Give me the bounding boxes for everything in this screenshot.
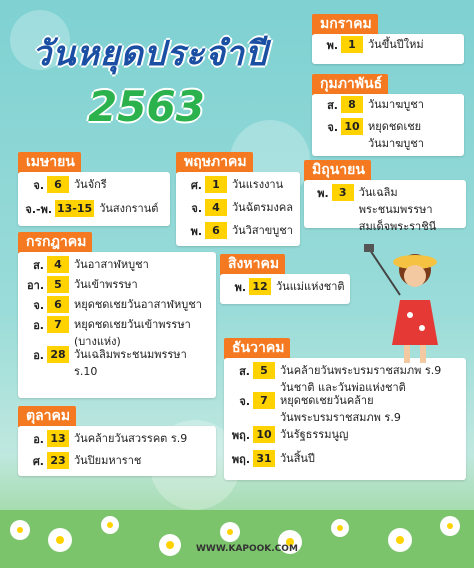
holiday-row: [224, 450, 466, 468]
weekday-label: จ.: [33, 179, 44, 192]
month-tab-apr: เมษายน: [18, 152, 81, 173]
day-number: 1: [205, 176, 227, 193]
weekday-label: พ.: [326, 39, 338, 52]
weekday-label: ศ.: [32, 455, 44, 468]
month-tab-may: พฤษภาคม: [176, 152, 253, 173]
weekday-label: พ.: [234, 281, 246, 294]
month-tab-oct: ตุลาคม: [18, 406, 76, 427]
day-number: 6: [47, 296, 69, 313]
day-number: 12: [249, 278, 271, 295]
holiday-name: หยุดชดเชยวันคล้าย วันพระบรมราชสมภพ ร.9: [280, 394, 401, 424]
weekday-label: พฤ.: [231, 429, 250, 442]
day-number: 10: [341, 118, 363, 135]
holiday-row: [18, 256, 216, 274]
month-tab-feb: กุมภาพันธ์: [312, 74, 388, 95]
weekday-label: พ.: [317, 187, 329, 200]
weekday-label: ส.: [239, 365, 250, 378]
day-number: 6: [205, 222, 227, 239]
holiday-name: วันปิยมหาราช: [74, 454, 142, 467]
weekday-label: พฤ.: [231, 453, 250, 466]
day-number: 10: [253, 426, 275, 443]
holiday-row: [224, 392, 466, 426]
holiday-row: [18, 430, 216, 448]
day-number: 23: [47, 452, 69, 469]
holiday-name: หยุดชดเชยวันอาสาฬหบูชา: [74, 298, 202, 311]
day-number: 3: [332, 184, 354, 201]
weekday-label: อา.: [27, 279, 44, 292]
day-number: 28: [47, 346, 69, 363]
day-number: 7: [253, 392, 275, 409]
day-number: 31: [253, 450, 275, 467]
day-number: 5: [253, 362, 275, 379]
holiday-name: วันจักรี: [74, 178, 107, 191]
weekday-label: จ.: [239, 395, 250, 408]
holiday-row: [18, 200, 170, 218]
girl-selfie-illustration: [360, 240, 450, 370]
holiday-name: วันวิสาขบูชา: [232, 224, 293, 237]
weekday-label: จ.-พ.: [25, 203, 52, 216]
holiday-name: วันขึ้นปีใหม่: [368, 38, 424, 51]
holiday-name: วันฉัตรมงคล: [232, 201, 293, 214]
holiday-name: วันเฉลิมพระชนมพรรษา สมเด็จพระราชินี: [358, 186, 437, 233]
holiday-row: [18, 176, 170, 194]
day-number: 4: [205, 199, 227, 216]
day-number: 4: [47, 256, 69, 273]
day-number: 13-15: [57, 202, 93, 215]
day-number: 13: [47, 430, 69, 447]
month-tab-jan: มกราคม: [312, 14, 378, 35]
holiday-row: [176, 199, 300, 217]
footer-url: WWW.KAPOOK.COM: [196, 544, 298, 554]
holiday-name: วันเฉลิมพระชนมพรรษา ร.10: [74, 348, 187, 378]
day-number: 8: [341, 96, 363, 113]
holiday-row: [312, 36, 464, 54]
weekday-label: พ.: [190, 225, 202, 238]
holiday-row: [18, 316, 216, 350]
day-number: 1: [341, 36, 363, 53]
month-tab-dec: ธันวาคม: [224, 338, 290, 359]
holiday-name: วันแรงงาน: [232, 178, 284, 191]
holiday-row: [18, 346, 216, 380]
holiday-row: [224, 426, 466, 444]
holiday-row: [176, 222, 300, 240]
holiday-name: วันอาสาฬหบูชา: [74, 258, 149, 271]
weekday-label: จ.: [327, 121, 338, 134]
weekday-label: อ.: [33, 433, 44, 446]
holiday-row: [18, 452, 216, 470]
weekday-label: ศ.: [190, 179, 202, 192]
month-tab-jun: มิถุนายน: [304, 160, 371, 181]
holiday-name: วันรัฐธรรมนูญ: [280, 428, 349, 441]
holiday-row: [304, 184, 466, 235]
holiday-row: [220, 278, 350, 296]
year-title: 2563: [88, 82, 205, 131]
holiday-name: วันมาฆบูชา: [368, 98, 424, 111]
holiday-name: วันคล้ายวันพระบรมราชสมภพ ร.9 วันชาติ และวันพ่อแห่งชาติ: [280, 364, 442, 394]
holiday-name: วันเข้าพรรษา: [74, 278, 138, 291]
month-tab-jul: กรกฎาคม: [18, 232, 92, 253]
holiday-name: วันคล้ายวันสวรรคต ร.9: [74, 432, 188, 445]
holiday-row: [312, 96, 464, 114]
holiday-row: [176, 176, 300, 194]
day-number: 6: [47, 176, 69, 193]
holiday-name: หยุดชดเชย วันมาฆบูชา: [368, 120, 424, 150]
weekday-label: อ.: [33, 319, 44, 332]
holiday-row: [312, 118, 464, 152]
holiday-name: วันแม่แห่งชาติ: [276, 280, 345, 293]
day-number: 5: [47, 276, 69, 293]
weekday-label: อ.: [33, 349, 44, 362]
holiday-name: หยุดชดเชยวันเข้าพรรษา (บางแห่ง): [74, 318, 191, 348]
page-title: วันหยุดประจำปี: [32, 34, 268, 74]
holiday-name: วันสิ้นปี: [280, 452, 315, 465]
holiday-row: [18, 276, 216, 294]
holiday-row: [18, 296, 216, 314]
weekday-label: จ.: [33, 299, 44, 312]
holiday-row: [224, 362, 466, 396]
day-number: 7: [47, 316, 69, 333]
holiday-name: วันสงกรานต์: [99, 202, 159, 215]
weekday-label: ส.: [33, 259, 44, 272]
weekday-label: จ.: [191, 202, 202, 215]
month-tab-aug: สิงหาคม: [220, 254, 285, 275]
weekday-label: ส.: [327, 99, 338, 112]
